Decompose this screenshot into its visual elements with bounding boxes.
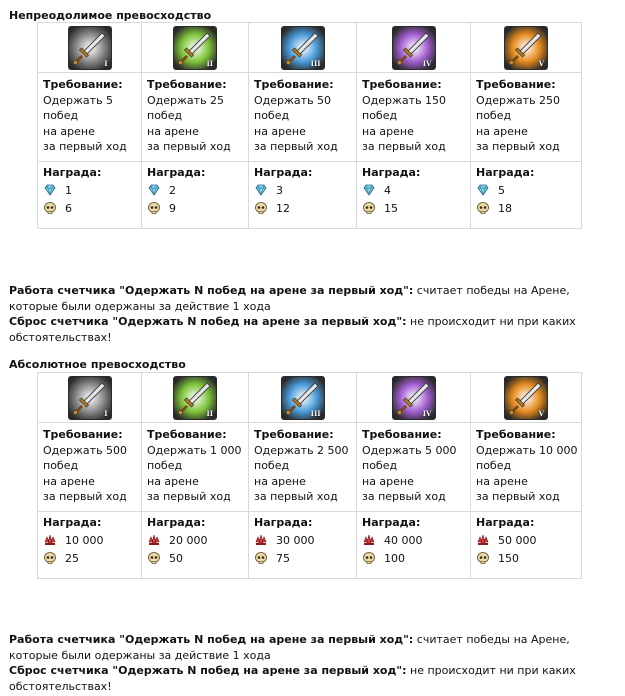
reward-skull-row xyxy=(362,549,470,567)
requirement-line: Одержать 25 xyxy=(147,93,225,107)
tier-numeral: I xyxy=(104,59,108,68)
reward-gem-amount: 3 xyxy=(276,183,283,197)
tier-icon-cell xyxy=(249,23,357,73)
diamond-icon xyxy=(476,183,490,197)
requirement-label: Требование: xyxy=(43,78,123,91)
requirement-line: побед xyxy=(43,109,79,122)
requirement-cell xyxy=(249,423,357,512)
tier-numeral: V xyxy=(538,59,544,68)
tier-numeral: V xyxy=(538,409,544,418)
reward-skull-row xyxy=(43,549,141,567)
requirement-line: за первый ход xyxy=(43,140,127,153)
reward-skull-amount: 150 xyxy=(498,551,519,565)
requirement-label: Требование: xyxy=(476,78,556,91)
requirement-label: Требование: xyxy=(362,78,442,91)
reward-skull-amount: 100 xyxy=(384,551,405,565)
requirement-line: Одержать 1 000 xyxy=(147,443,242,457)
tier-icon-cell xyxy=(38,373,142,423)
reward-label: Награда: xyxy=(254,516,313,529)
reward-gem-row xyxy=(476,181,581,199)
requirement-cell xyxy=(249,73,357,162)
requirement-line: за первый ход xyxy=(362,140,446,153)
tier-numeral: II xyxy=(206,409,213,418)
reward-gem-amount: 2 xyxy=(169,183,176,197)
achievement-badge xyxy=(392,376,436,420)
reward-cell xyxy=(471,512,582,579)
achievement-badge xyxy=(173,26,217,70)
requirement-line: Одержать 10 000 xyxy=(476,443,578,457)
reward-gem-row xyxy=(43,181,141,199)
reward-skull-row xyxy=(362,199,470,217)
requirement-line: побед xyxy=(254,109,290,122)
requirement-line: на арене xyxy=(362,474,414,488)
reward-skull-amount: 18 xyxy=(498,201,512,215)
reward-label: Награда: xyxy=(43,166,102,179)
reward-gem-row xyxy=(476,531,581,549)
requirement-line: на арене xyxy=(254,474,306,488)
requirement-label: Требование: xyxy=(43,428,123,441)
reward-skull-amount: 25 xyxy=(65,551,79,565)
requirement-label: Требование: xyxy=(254,428,334,441)
reward-gem-row xyxy=(362,181,470,199)
skull-icon xyxy=(147,201,161,215)
tier-icon-cell xyxy=(471,23,582,73)
reset-text: не происходит ни при каких обстоятельствах! xyxy=(9,664,576,693)
skull-icon xyxy=(254,551,268,565)
achievement-badge xyxy=(504,26,548,70)
requirement-line: Одержать 2 500 xyxy=(254,443,349,457)
reward-label: Награда: xyxy=(147,166,206,179)
ruby-icon xyxy=(254,533,268,547)
reward-skull-row xyxy=(147,549,248,567)
reward-gem-row xyxy=(254,181,356,199)
reward-gem-row xyxy=(147,181,248,199)
skull-icon xyxy=(254,201,268,215)
reward-skull-amount: 75 xyxy=(276,551,290,565)
requirement-cell xyxy=(357,73,471,162)
reward-gem-amount: 1 xyxy=(65,183,72,197)
requirement-label: Требование: xyxy=(254,78,334,91)
reward-skull-amount: 15 xyxy=(384,201,398,215)
counter-title: Работа счетчика "Одержать N побед на арене за первый ход": xyxy=(9,284,414,297)
reward-gem-row xyxy=(254,531,356,549)
requirement-line: Одержать 500 xyxy=(43,443,128,457)
reward-cell xyxy=(142,512,249,579)
reward-skull-row xyxy=(254,199,356,217)
requirement-line: за первый ход xyxy=(476,140,560,153)
requirement-line: побед xyxy=(43,459,79,472)
reward-skull-amount: 12 xyxy=(276,201,290,215)
ruby-icon xyxy=(476,533,490,547)
reward-gem-row xyxy=(43,531,141,549)
reward-skull-row xyxy=(147,199,248,217)
requirement-line: побед xyxy=(362,459,398,472)
requirement-label: Требование: xyxy=(476,428,556,441)
reward-skull-row xyxy=(476,549,581,567)
achievement-badge xyxy=(68,376,112,420)
achievement-table xyxy=(37,372,582,579)
requirement-line: за первый ход xyxy=(362,490,446,503)
requirement-line: за первый ход xyxy=(43,490,127,503)
requirement-line: за первый ход xyxy=(147,140,231,153)
reward-gem-row xyxy=(362,531,470,549)
achievement-badge xyxy=(281,376,325,420)
diamond-icon xyxy=(147,183,161,197)
diamond-icon xyxy=(362,183,376,197)
counter-text: считает победы на Арене, которые были одержаны за действие 1 хода xyxy=(9,284,570,313)
requirement-line: за первый ход xyxy=(254,490,338,503)
achievement-badge xyxy=(281,26,325,70)
reward-cell xyxy=(357,162,471,229)
reward-gem-row xyxy=(147,531,248,549)
reward-label: Награда: xyxy=(476,516,535,529)
requirement-cell xyxy=(38,73,142,162)
requirement-line: побед xyxy=(362,109,398,122)
reward-label: Награда: xyxy=(476,166,535,179)
requirement-line: Одержать 150 xyxy=(362,93,447,107)
tier-numeral: IV xyxy=(422,409,432,418)
requirement-line: на арене xyxy=(147,474,199,488)
ruby-icon xyxy=(362,533,376,547)
requirement-line: побед xyxy=(147,459,183,472)
requirement-cell xyxy=(471,73,582,162)
skull-icon xyxy=(43,551,57,565)
requirement-label: Требование: xyxy=(362,428,442,441)
tier-icon-cell xyxy=(471,373,582,423)
counter-text: считает победы на Арене, которые были одержаны за действие 1 хода xyxy=(9,633,570,662)
requirement-line: на арене xyxy=(362,124,414,138)
reward-cell xyxy=(249,512,357,579)
requirement-line: Одержать 5 000 xyxy=(362,443,457,457)
ruby-icon xyxy=(43,533,57,547)
requirement-line: на арене xyxy=(147,124,199,138)
tier-icon-cell xyxy=(142,23,249,73)
reward-gem-amount: 10 000 xyxy=(65,533,104,547)
reward-skull-row xyxy=(254,549,356,567)
diamond-icon xyxy=(254,183,268,197)
tier-numeral: III xyxy=(310,409,321,418)
requirement-line: на арене xyxy=(254,124,306,138)
achievement-badge xyxy=(392,26,436,70)
skull-icon xyxy=(362,201,376,215)
requirement-line: Одержать 50 xyxy=(254,93,332,107)
tier-numeral: III xyxy=(310,59,321,68)
reward-skull-row xyxy=(43,199,141,217)
reward-label: Награда: xyxy=(362,166,421,179)
reward-label: Награда: xyxy=(254,166,313,179)
reward-cell xyxy=(38,512,142,579)
requirement-line: за первый ход xyxy=(254,140,338,153)
tier-numeral: IV xyxy=(422,59,432,68)
requirement-line: Одержать 5 xyxy=(43,93,114,107)
requirement-line: на арене xyxy=(476,124,528,138)
requirement-line: на арене xyxy=(476,474,528,488)
section-title: Непреодолимое превосходство xyxy=(9,9,212,22)
requirement-line: за первый ход xyxy=(147,490,231,503)
achievement-badge xyxy=(173,376,217,420)
requirement-line: побед xyxy=(254,459,290,472)
reward-cell xyxy=(357,512,471,579)
skull-icon xyxy=(147,551,161,565)
reward-gem-amount: 50 000 xyxy=(498,533,537,547)
reward-label: Награда: xyxy=(43,516,102,529)
skull-icon xyxy=(476,551,490,565)
reward-skull-amount: 6 xyxy=(65,201,72,215)
reset-title: Сброс счетчика "Одержать N побед на арене за первый ход": xyxy=(9,664,407,677)
skull-icon xyxy=(43,201,57,215)
requirement-line: за первый ход xyxy=(476,490,560,503)
reward-gem-amount: 5 xyxy=(498,183,505,197)
requirement-cell xyxy=(142,423,249,512)
ruby-icon xyxy=(147,533,161,547)
reward-skull-amount: 50 xyxy=(169,551,183,565)
tier-icon-cell xyxy=(142,373,249,423)
requirement-line: на арене xyxy=(43,474,95,488)
reward-cell xyxy=(471,162,582,229)
reward-gem-amount: 40 000 xyxy=(384,533,423,547)
reward-label: Награда: xyxy=(147,516,206,529)
requirement-line: побед xyxy=(476,459,512,472)
tier-icon-cell xyxy=(357,23,471,73)
reward-gem-amount: 20 000 xyxy=(169,533,208,547)
achievement-table xyxy=(37,22,582,229)
requirement-cell xyxy=(357,423,471,512)
section-title: Абсолютное превосходство xyxy=(9,358,186,371)
reset-title: Сброс счетчика "Одержать N побед на арене за первый ход": xyxy=(9,315,407,328)
skull-icon xyxy=(476,201,490,215)
skull-icon xyxy=(362,551,376,565)
tier-icon-cell xyxy=(357,373,471,423)
counter-description xyxy=(9,632,614,663)
requirement-line: Одержать 250 xyxy=(476,93,561,107)
tier-icon-cell xyxy=(249,373,357,423)
requirement-cell xyxy=(142,73,249,162)
reward-gem-amount: 30 000 xyxy=(276,533,315,547)
reset-text: не происходит ни при каких обстоятельствах! xyxy=(9,315,576,344)
reset-description xyxy=(9,663,614,694)
reward-skull-amount: 9 xyxy=(169,201,176,215)
reward-cell xyxy=(249,162,357,229)
reward-cell xyxy=(38,162,142,229)
tier-numeral: I xyxy=(104,409,108,418)
diamond-icon xyxy=(43,183,57,197)
requirement-line: на арене xyxy=(43,124,95,138)
requirement-line: побед xyxy=(476,109,512,122)
requirement-label: Требование: xyxy=(147,78,227,91)
achievement-badge xyxy=(504,376,548,420)
requirement-cell xyxy=(471,423,582,512)
reward-gem-amount: 4 xyxy=(384,183,391,197)
requirement-cell xyxy=(38,423,142,512)
tier-numeral: II xyxy=(206,59,213,68)
achievement-badge xyxy=(68,26,112,70)
reward-cell xyxy=(142,162,249,229)
requirement-line: побед xyxy=(147,109,183,122)
reset-description xyxy=(9,314,614,345)
reward-label: Награда: xyxy=(362,516,421,529)
requirement-label: Требование: xyxy=(147,428,227,441)
counter-description xyxy=(9,283,614,314)
reward-skull-row xyxy=(476,199,581,217)
counter-title: Работа счетчика "Одержать N побед на арене за первый ход": xyxy=(9,633,414,646)
tier-icon-cell xyxy=(38,23,142,73)
